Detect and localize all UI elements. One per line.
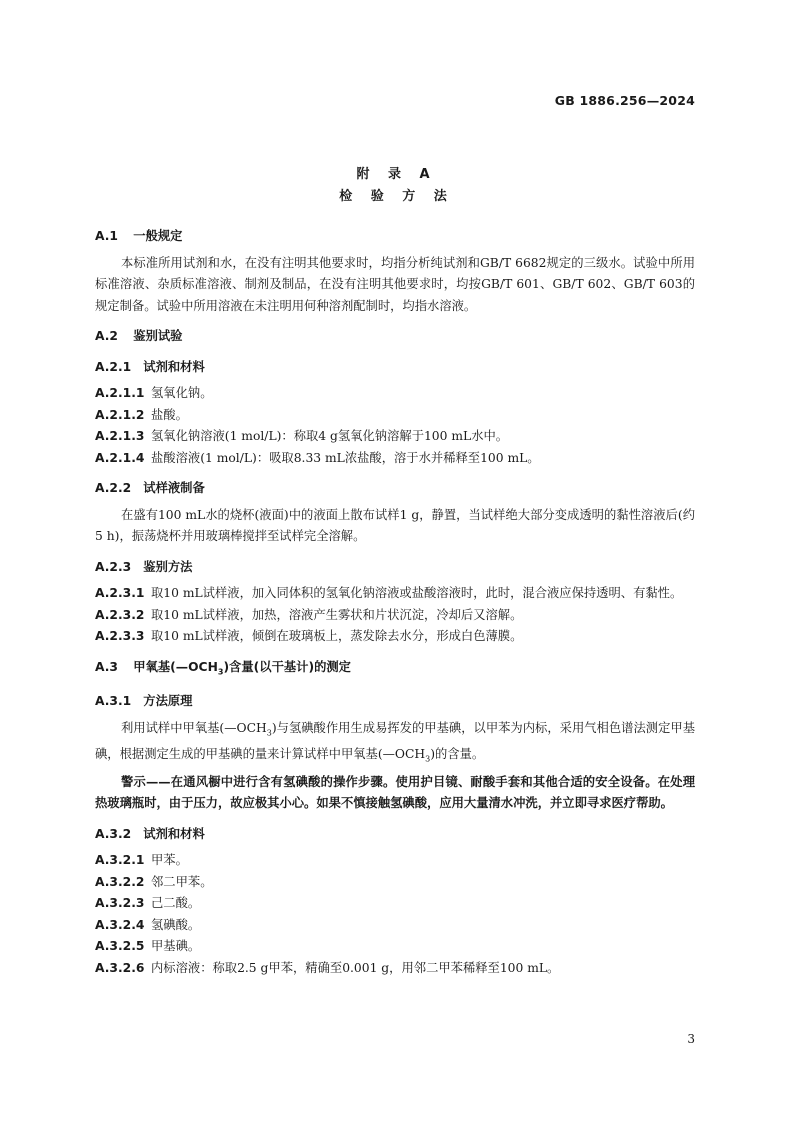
subsection-number: A.2.1 <box>95 359 132 374</box>
subsection-title: 鉴别方法 <box>143 559 193 574</box>
appendix-title: 检 验 方 法 <box>339 189 454 204</box>
item-number: A.3.2.1 <box>95 853 145 868</box>
item-text: 氢氧化钠。 <box>151 386 213 400</box>
item-number: A.2.1.2 <box>95 407 145 422</box>
subsection-heading <box>95 557 695 579</box>
list-item <box>95 405 695 427</box>
item-number: A.2.3.1 <box>95 586 145 600</box>
section-number: A.3 <box>95 659 118 674</box>
item-number: A.2.1.4 <box>95 450 145 465</box>
list-item <box>95 448 695 470</box>
subsection-heading <box>95 357 695 379</box>
item-number: A.3.2.3 <box>95 896 145 911</box>
subsection-title: 试剂和材料 <box>143 359 205 374</box>
item-text: 氢碘酸。 <box>151 917 201 932</box>
subsection-heading <box>95 691 695 713</box>
section-heading <box>95 326 695 348</box>
list-item <box>95 583 695 605</box>
item-number: A.3.2.4 <box>95 917 145 932</box>
item-number: A.3.2.2 <box>95 874 145 889</box>
subsection-heading <box>95 478 695 500</box>
item-text: 甲苯。 <box>151 853 188 868</box>
paragraph: 在盛有100 mL水的烧杯(液面)中的液面上散布试样1 g，静置，当试样绝大部分变成透明的黏性溶液后(约5 h)，振荡烧杯并用玻璃棒搅拌至试样完全溶解。 <box>95 507 695 543</box>
item-text: 氢氧化钠溶液(1 mol/L)：称取4 g氢氧化钠溶解于100 mL水中。 <box>151 429 509 443</box>
section-heading <box>95 657 695 683</box>
item-text: 甲基碘。 <box>151 939 201 954</box>
list-item <box>95 958 695 980</box>
subsection-title: 试样液制备 <box>143 481 205 495</box>
section-heading <box>95 226 695 248</box>
item-text: 盐酸。 <box>151 407 188 422</box>
list-item <box>95 893 695 915</box>
list-item <box>95 626 695 648</box>
item-number: A.2.1.3 <box>95 429 145 443</box>
paragraph: 利用试样中甲氧基$(—OCH_3)$与氢碘酸作用生成易挥发的甲基碘，以甲苯为内标，采用气相色谱法测定甲基碘，根据测定生成的甲基碘的量来计算试样中甲氧基$(—OCH_3)$的含量。 <box>95 720 695 764</box>
subsection-number: A.3.2 <box>95 826 132 841</box>
section-title: 甲氧基$(—OCH_3)$含量(以干基计)的测定 <box>133 659 351 676</box>
section-title: 鉴别试验 <box>133 329 183 343</box>
warning-paragraph: 警示——在通风橱中进行含有氢碘酸的操作步骤。使用护目镜、耐酸手套和其他合适的安全设备。在处理热玻璃瓶时，由于压力，故应极其小心。如果不慎接触氢碘酸，应用大量清水冲洗，并立即寻求医疗帮助。 <box>95 774 695 811</box>
item-number: A.2.3.2 <box>95 607 145 622</box>
standard-code: GB 1886.256—2024 <box>554 93 695 108</box>
item-text: 取10 mL试样液，倾倒在玻璃板上，蒸发除去水分，形成白色薄膜。 <box>151 629 523 643</box>
page-number: 3 <box>687 1032 695 1046</box>
list-item <box>95 850 695 872</box>
item-text: 取10 mL试样液，加入同体积的氢氧化钠溶液或盐酸溶液时，此时，混合液应保持透明、有黏性。 <box>151 586 683 600</box>
list-item <box>95 915 695 937</box>
item-number: A.2.1.1 <box>95 386 145 400</box>
section-number: A.1 <box>95 229 118 243</box>
subsection-number: A.3.1 <box>95 694 132 709</box>
subsection-heading <box>95 824 695 846</box>
appendix-label: 附 录 A <box>356 167 437 182</box>
list-item <box>95 936 695 958</box>
paragraph: 本标准所用试剂和水，在没有注明其他要求时，均指分析纯试剂和GB/T 6682规定的三级水。试验中所用标准溶液、杂质标准溶液、制剂及制品，在没有注明其他要求时，均按GB/T 601、GB/T 602、GB/T 603的规定制备。试验中所用溶液在未注明用何种溶剂配制时，均指水溶液。 <box>95 255 695 313</box>
subsection-number: A.2.3 <box>95 559 132 574</box>
item-number: A.3.2.5 <box>95 939 145 954</box>
item-text: 盐酸溶液(1 mol/L)：吸取8.33 mL浓盐酸，溶于水并稀释至100 mL。 <box>151 450 540 465</box>
list-item <box>95 383 695 405</box>
item-text: 邻二甲苯。 <box>151 874 213 889</box>
item-number: A.2.3.3 <box>95 629 145 643</box>
section-title: 一般规定 <box>133 229 183 243</box>
list-item <box>95 872 695 894</box>
section-number: A.2 <box>95 329 118 343</box>
item-text: 内标溶液：称取2.5 g甲苯，精确至0.001 g，用邻二甲苯稀释至100 mL。 <box>151 960 560 975</box>
item-text: 己二酸。 <box>151 896 201 911</box>
item-number: A.3.2.6 <box>95 960 145 975</box>
subsection-number: A.2.2 <box>95 481 132 495</box>
document-body <box>95 226 695 979</box>
list-item <box>95 605 695 627</box>
subsection-title: 试剂和材料 <box>143 826 205 841</box>
list-item <box>95 426 695 448</box>
subsection-title: 方法原理 <box>143 694 193 709</box>
item-text: 取10 mL试样液，加热，溶液产生雾状和片状沉淀，冷却后又溶解。 <box>151 607 523 622</box>
